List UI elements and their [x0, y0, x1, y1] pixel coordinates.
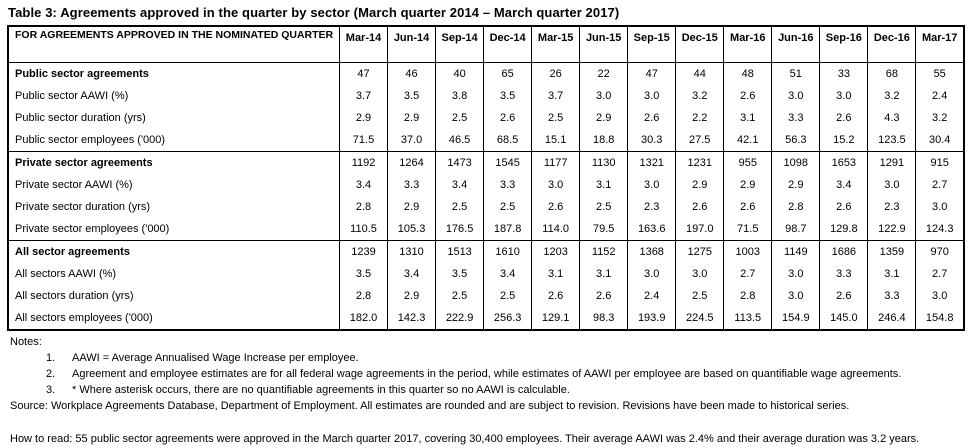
value-cell: 3.0 [580, 85, 628, 107]
value-cell: 970 [916, 241, 964, 264]
header-label: FOR AGREEMENTS APPROVED IN THE NOMINATED QUARTER [8, 26, 340, 63]
value-cell: 129.8 [820, 218, 868, 241]
column-header-mar-17: Mar-17 [916, 26, 964, 63]
table-row [8, 63, 964, 86]
value-cell: 1368 [628, 241, 676, 264]
value-cell: 37.0 [388, 129, 436, 152]
agreements-table [7, 25, 965, 331]
value-cell: 2.6 [676, 196, 724, 218]
value-cell: 68 [868, 63, 916, 86]
value-cell: 3.1 [724, 107, 772, 129]
note-text: * Where asterisk occurs, there are no quantifiable agreements in this quarter so no AAWI is calculable. [72, 384, 570, 396]
column-header-sep-16: Sep-16 [820, 26, 868, 63]
value-cell: 3.0 [532, 174, 580, 196]
value-cell: 56.3 [772, 129, 820, 152]
value-cell: 2.6 [724, 85, 772, 107]
value-cell: 42.1 [724, 129, 772, 152]
value-cell: 2.5 [676, 285, 724, 307]
value-cell: 2.9 [340, 107, 388, 129]
value-cell: 51 [772, 63, 820, 86]
value-cell: 2.7 [916, 263, 964, 285]
value-cell: 3.3 [820, 263, 868, 285]
value-cell: 1152 [580, 241, 628, 264]
value-cell: 2.7 [724, 263, 772, 285]
value-cell: 3.4 [820, 174, 868, 196]
how-to-read: How to read: 55 public sector agreements were approved in the March quarter 2017, covering 30,400 employees. Their average AAWI was 2.4% and their average duration was 3.2 years. [10, 433, 920, 445]
value-cell: 15.1 [532, 129, 580, 152]
value-cell: 71.5 [340, 129, 388, 152]
value-cell: 30.3 [628, 129, 676, 152]
column-header-jun-14: Jun-14 [388, 26, 436, 63]
value-cell: 2.6 [484, 107, 532, 129]
notes-section [10, 334, 966, 414]
value-cell: 1130 [580, 152, 628, 175]
column-header-dec-16: Dec-16 [868, 26, 916, 63]
value-cell: 2.8 [772, 196, 820, 218]
value-cell: 1686 [820, 241, 868, 264]
row-label: Private sector duration (yrs) [15, 201, 151, 213]
column-header-mar-15: Mar-15 [532, 26, 580, 63]
value-cell: 222.9 [436, 307, 484, 330]
value-cell: 2.5 [436, 107, 484, 129]
value-cell: 4.3 [868, 107, 916, 129]
value-cell: 246.4 [868, 307, 916, 330]
value-cell: 33 [820, 63, 868, 86]
value-cell: 2.8 [340, 285, 388, 307]
table-row [8, 307, 964, 330]
value-cell: 68.5 [484, 129, 532, 152]
value-cell: 46 [388, 63, 436, 86]
value-cell: 2.5 [532, 107, 580, 129]
value-cell: 30.4 [916, 129, 964, 152]
value-cell: 2.9 [388, 285, 436, 307]
value-cell: 176.5 [436, 218, 484, 241]
value-cell: 2.3 [868, 196, 916, 218]
value-cell: 1310 [388, 241, 436, 264]
value-cell: 2.9 [388, 196, 436, 218]
value-cell: 2.5 [580, 196, 628, 218]
row-label: All sector agreements [8, 241, 340, 264]
value-cell: 3.3 [388, 174, 436, 196]
value-cell: 3.4 [484, 263, 532, 285]
value-cell: 955 [724, 152, 772, 175]
table-row [8, 241, 964, 264]
value-cell: 3.2 [916, 107, 964, 129]
value-cell: 2.6 [532, 196, 580, 218]
value-cell: 3.1 [580, 174, 628, 196]
row-label: All sectors employees ('000) [15, 312, 153, 324]
value-cell: 3.0 [628, 85, 676, 107]
notes-heading: Notes: [10, 336, 42, 348]
table-row [8, 152, 964, 175]
value-cell: 2.5 [484, 196, 532, 218]
value-cell: 1239 [340, 241, 388, 264]
row-label: Private sector AAWI (%) [15, 179, 133, 191]
value-cell: 3.2 [676, 85, 724, 107]
value-cell: 1545 [484, 152, 532, 175]
value-cell: 1231 [676, 152, 724, 175]
table-row [8, 263, 964, 285]
table-row [8, 218, 964, 241]
value-cell: 3.2 [868, 85, 916, 107]
row-label: All sectors duration (yrs) [15, 290, 134, 302]
value-cell: 1321 [628, 152, 676, 175]
value-cell: 26 [532, 63, 580, 86]
value-cell: 3.4 [436, 174, 484, 196]
value-cell: 79.5 [580, 218, 628, 241]
value-cell: 154.9 [772, 307, 820, 330]
table-row [8, 174, 964, 196]
value-cell: 98.7 [772, 218, 820, 241]
table-row [8, 285, 964, 307]
value-cell: 197.0 [676, 218, 724, 241]
value-cell: 1359 [868, 241, 916, 264]
row-label: Private sector employees ('000) [15, 223, 170, 235]
note-item [10, 366, 966, 382]
value-cell: 3.0 [628, 263, 676, 285]
table-title: Table 3: Agreements approved in the quarter by sector (March quarter 2014 – March quarter 2017) [8, 5, 620, 20]
table-row [8, 107, 964, 129]
row-label: All sectors AAWI (%) [15, 268, 117, 280]
value-cell: 2.6 [628, 107, 676, 129]
value-cell: 3.5 [388, 85, 436, 107]
value-cell: 2.2 [676, 107, 724, 129]
value-cell: 3.3 [868, 285, 916, 307]
note-text: AAWI = Average Annualised Wage Increase per employee. [72, 352, 359, 364]
value-cell: 1149 [772, 241, 820, 264]
value-cell: 2.8 [724, 285, 772, 307]
value-cell: 145.0 [820, 307, 868, 330]
value-cell: 224.5 [676, 307, 724, 330]
value-cell: 193.9 [628, 307, 676, 330]
value-cell: 98.3 [580, 307, 628, 330]
agreements-table-body [8, 63, 964, 331]
column-header-jun-16: Jun-16 [772, 26, 820, 63]
value-cell: 1291 [868, 152, 916, 175]
note-number: 3. [46, 384, 56, 396]
value-cell: 3.7 [340, 85, 388, 107]
value-cell: 1264 [388, 152, 436, 175]
value-cell: 71.5 [724, 218, 772, 241]
value-cell: 123.5 [868, 129, 916, 152]
value-cell: 122.9 [868, 218, 916, 241]
value-cell: 129.1 [532, 307, 580, 330]
value-cell: 2.6 [580, 285, 628, 307]
row-label: Public sector agreements [15, 68, 149, 80]
value-cell: 22 [580, 63, 628, 86]
column-header-jun-15: Jun-15 [580, 26, 628, 63]
value-cell: 55 [916, 63, 964, 86]
value-cell: 3.5 [436, 263, 484, 285]
notes-list [10, 350, 966, 398]
value-cell: 2.6 [724, 196, 772, 218]
value-cell: 3.4 [340, 174, 388, 196]
value-cell: 3.8 [436, 85, 484, 107]
value-cell: 3.5 [484, 85, 532, 107]
column-header-sep-15: Sep-15 [628, 26, 676, 63]
value-cell: 2.9 [580, 107, 628, 129]
value-cell: 154.8 [916, 307, 964, 330]
value-cell: 2.9 [388, 107, 436, 129]
value-cell: 114.0 [532, 218, 580, 241]
value-cell: 3.1 [580, 263, 628, 285]
value-cell: 2.6 [532, 285, 580, 307]
value-cell: 18.8 [580, 129, 628, 152]
value-cell: 1192 [340, 152, 388, 175]
note-number: 2. [46, 368, 56, 380]
value-cell: 3.1 [532, 263, 580, 285]
value-cell: 1473 [436, 152, 484, 175]
value-cell: 3.3 [772, 107, 820, 129]
value-cell: 27.5 [676, 129, 724, 152]
value-cell: 47 [628, 63, 676, 86]
value-cell: 182.0 [340, 307, 388, 330]
value-cell: 65 [484, 63, 532, 86]
value-cell: 40 [436, 63, 484, 86]
value-cell: 2.3 [628, 196, 676, 218]
value-cell: 2.5 [436, 285, 484, 307]
value-cell: 2.7 [916, 174, 964, 196]
value-cell: 105.3 [388, 218, 436, 241]
value-cell: 2.9 [724, 174, 772, 196]
note-item [10, 382, 966, 398]
value-cell: 3.3 [484, 174, 532, 196]
value-cell: 110.5 [340, 218, 388, 241]
value-cell: 3.7 [532, 85, 580, 107]
value-cell: 3.4 [388, 263, 436, 285]
column-header-sep-14: Sep-14 [436, 26, 484, 63]
value-cell: 3.0 [820, 85, 868, 107]
row-label: Public sector AAWI (%) [15, 90, 129, 102]
value-cell: 187.8 [484, 218, 532, 241]
column-header-mar-14: Mar-14 [340, 26, 388, 63]
table-row [8, 85, 964, 107]
value-cell: 3.1 [868, 263, 916, 285]
value-cell: 1275 [676, 241, 724, 264]
value-cell: 2.6 [820, 196, 868, 218]
value-cell: 2.6 [820, 285, 868, 307]
column-header-dec-14: Dec-14 [484, 26, 532, 63]
value-cell: 3.0 [772, 85, 820, 107]
row-label: Private sector agreements [8, 152, 340, 175]
value-cell: 2.9 [772, 174, 820, 196]
column-header-mar-16: Mar-16 [724, 26, 772, 63]
value-cell: 3.0 [676, 263, 724, 285]
value-cell: 915 [916, 152, 964, 175]
note-text: Agreement and employee estimates are for all federal wage agreements in the period, while estimates of AAWI per employee are based on quantifiable wage agreements. [72, 368, 902, 380]
value-cell: 124.3 [916, 218, 964, 241]
value-cell: 46.5 [436, 129, 484, 152]
value-cell: 3.0 [916, 196, 964, 218]
value-cell: 1177 [532, 152, 580, 175]
value-cell: 3.5 [340, 263, 388, 285]
value-cell: 2.8 [340, 196, 388, 218]
value-cell: 256.3 [484, 307, 532, 330]
value-cell: 1513 [436, 241, 484, 264]
value-cell: 3.0 [772, 285, 820, 307]
value-cell: 2.9 [676, 174, 724, 196]
value-cell: 1653 [820, 152, 868, 175]
value-cell: 15.2 [820, 129, 868, 152]
value-cell: 47 [340, 63, 388, 86]
value-cell: 1003 [724, 241, 772, 264]
source-line: Source: Workplace Agreements Database, Department of Employment. All estimates are rounded and are subject to revision. Revisions have been made to historical series. [10, 400, 850, 412]
table-row [8, 196, 964, 218]
value-cell: 1203 [532, 241, 580, 264]
value-cell: 1610 [484, 241, 532, 264]
row-label: Public sector employees ('000) [15, 134, 166, 146]
value-cell: 3.0 [868, 174, 916, 196]
note-item [10, 350, 966, 366]
value-cell: 1098 [772, 152, 820, 175]
value-cell: 2.4 [628, 285, 676, 307]
table-header-row [8, 26, 964, 63]
table-row [8, 129, 964, 152]
value-cell: 44 [676, 63, 724, 86]
row-label: Public sector duration (yrs) [15, 112, 146, 124]
value-cell: 113.5 [724, 307, 772, 330]
value-cell: 2.5 [436, 196, 484, 218]
value-cell: 48 [724, 63, 772, 86]
value-cell: 3.0 [916, 285, 964, 307]
column-header-dec-15: Dec-15 [676, 26, 724, 63]
value-cell: 2.4 [916, 85, 964, 107]
value-cell: 142.3 [388, 307, 436, 330]
value-cell: 163.6 [628, 218, 676, 241]
value-cell: 3.0 [772, 263, 820, 285]
note-number: 1. [46, 352, 56, 364]
value-cell: 3.0 [628, 174, 676, 196]
value-cell: 2.6 [820, 107, 868, 129]
value-cell: 2.5 [484, 285, 532, 307]
